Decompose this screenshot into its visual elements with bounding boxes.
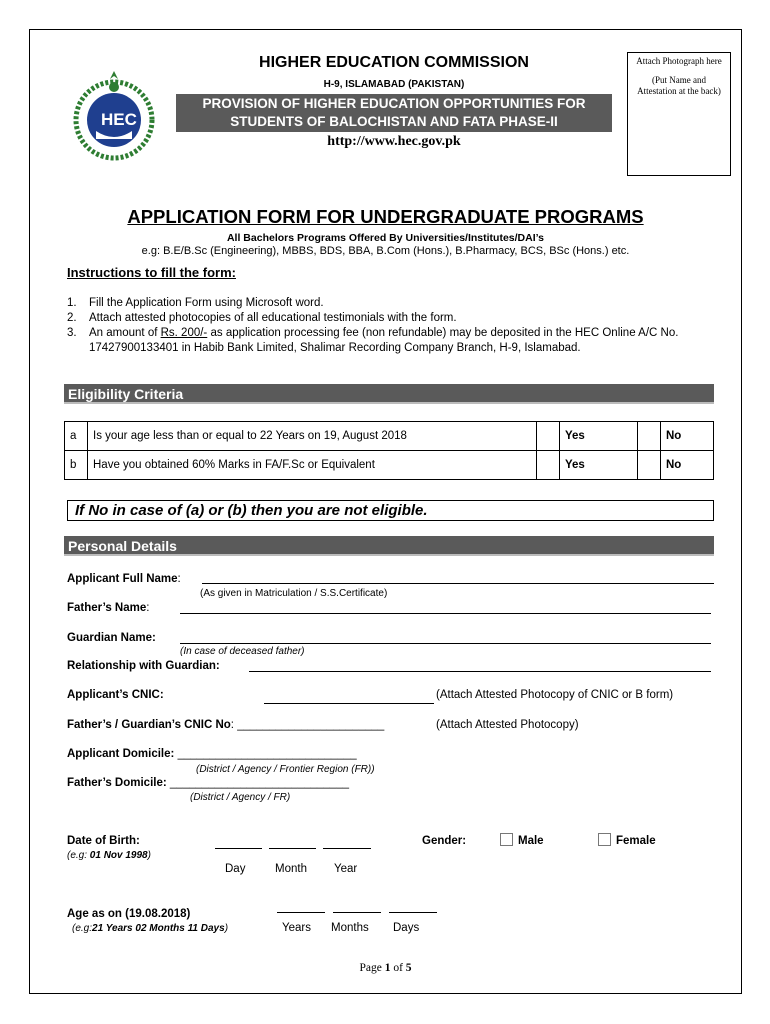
photo-instruction: Attach Photograph here — [636, 56, 722, 66]
instruction-number: 3. — [67, 327, 77, 339]
yes-checkbox[interactable] — [537, 422, 560, 451]
org-title: HIGHER EDUCATION COMMISSION — [259, 54, 529, 71]
table-row — [65, 422, 714, 451]
father-domicile-field[interactable]: ____________________________ — [169, 777, 349, 789]
no-label: No — [661, 451, 714, 480]
male-checkbox[interactable] — [500, 833, 513, 846]
father-name-field[interactable] — [180, 613, 711, 614]
form-title: APPLICATION FORM FOR UNDERGRADUATE PROGRAMS — [127, 206, 644, 227]
eligibility-table — [64, 421, 714, 480]
yes-label: Yes — [560, 422, 638, 451]
eligibility-warning: If No in case of (a) or (b) then you are not eligible. — [67, 500, 714, 521]
dob-example: (e.g: 01 Nov 1998) — [67, 850, 151, 861]
cnic-note: (Attach Attested Photocopy of CNIC or B form) — [436, 689, 674, 701]
no-checkbox[interactable] — [638, 451, 661, 480]
svg-text:HEC: HEC — [101, 110, 137, 129]
dob-day-label: Day — [225, 863, 246, 875]
eligibility-question: Have you obtained 60% Marks in FA/F.Sc or Equivalent — [88, 451, 537, 480]
female-checkbox[interactable] — [598, 833, 611, 846]
instruction-text: An amount of Rs. 200/- as application processing fee (non refundable) may be deposited in the HEC Online A/C No. 17427900133401 in Habib Bank Limited, Shalimar Recording Company Branch, H-9, Islamabad. — [89, 327, 679, 354]
yes-label: Yes — [560, 451, 638, 480]
program-examples: e.g: B.E/B.Sc (Engineering), MBBS, BDS, BBA, B.Com (Hons.), B.Pharmacy, BCS, BSc (Hons.) etc. — [141, 245, 630, 257]
full-name-label: Applicant Full Name: — [67, 573, 181, 585]
domicile-label: Applicant Domicile: ____________________________ — [67, 748, 357, 760]
domicile-field[interactable]: ____________________________ — [177, 748, 357, 760]
age-days-label: Days — [393, 922, 420, 934]
age-months-label: Months — [331, 922, 369, 934]
instruction-item — [67, 311, 717, 326]
instruction-item — [67, 296, 717, 311]
instructions-list — [67, 296, 717, 356]
fee-amount: Rs. 200/- — [160, 327, 208, 339]
male-label: Male — [518, 835, 544, 847]
dob-month-field[interactable] — [269, 848, 316, 849]
full-name-note: (As given in Matriculation / S.S.Certificate) — [200, 588, 388, 599]
relationship-field[interactable] — [249, 671, 711, 672]
age-label: Age as on (19.08.2018) — [67, 908, 191, 920]
instruction-text: Attach attested photocopies of all educational testimonials with the form. — [89, 312, 457, 324]
website-url[interactable]: http://www.hec.gov.pk — [327, 134, 461, 149]
father-cnic-field[interactable]: _______________________ — [237, 719, 385, 731]
hec-logo — [66, 65, 162, 165]
full-name-field[interactable] — [202, 583, 714, 584]
relationship-label: Relationship with Guardian: — [67, 660, 220, 672]
age-days-field[interactable] — [389, 912, 437, 913]
age-example: (e.g:21 Years 02 Months 11 Days) — [72, 923, 229, 934]
age-months-field[interactable] — [333, 912, 381, 913]
page-number: Page 1 of 5 — [359, 962, 412, 974]
instruction-number: 1. — [67, 297, 77, 309]
no-label: No — [661, 422, 714, 451]
cnic-field[interactable] — [264, 703, 434, 704]
father-cnic-note: (Attach Attested Photocopy) — [436, 719, 579, 731]
form-subtitle: All Bachelors Programs Offered By Universities/Institutes/DAI’s — [226, 232, 545, 244]
instruction-text: Fill the Application Form using Microsoft word. — [89, 297, 324, 309]
yes-checkbox[interactable] — [537, 451, 560, 480]
guardian-name-field[interactable] — [180, 643, 711, 644]
father-domicile-label: Father’s Domicile: ____________________________ — [67, 777, 349, 789]
age-years-label: Years — [282, 922, 311, 934]
row-letter: b — [65, 451, 88, 480]
age-years-field[interactable] — [277, 912, 325, 913]
row-letter: a — [65, 422, 88, 451]
instruction-number: 2. — [67, 312, 77, 324]
no-checkbox[interactable] — [638, 422, 661, 451]
eligibility-heading: Eligibility Criteria — [64, 384, 714, 404]
instructions-heading: Instructions to fill the form: — [67, 265, 236, 280]
guardian-note: (In case of deceased father) — [180, 646, 305, 657]
father-cnic-label: Father’s / Guardian’s CNIC No: _______________________ — [67, 719, 385, 731]
photo-note: (Put Name and Attestation at the back) — [637, 75, 721, 96]
domicile-note: (District / Agency / Frontier Region (FR)) — [196, 764, 375, 775]
program-banner — [176, 94, 612, 132]
female-label: Female — [616, 835, 656, 847]
dob-label: Date of Birth: — [67, 835, 140, 847]
dob-month-label: Month — [275, 863, 307, 875]
banner-line-2: STUDENTS OF BALOCHISTAN AND FATA PHASE-II — [230, 114, 558, 129]
banner-line-1: PROVISION OF HIGHER EDUCATION OPPORTUNITIES FOR — [202, 96, 586, 111]
instruction-item — [67, 326, 717, 356]
father-name-label: Father’s Name: — [67, 602, 150, 614]
dob-day-field[interactable] — [215, 848, 262, 849]
cnic-label: Applicant’s CNIC: — [67, 689, 164, 701]
eligibility-question: Is your age less than or equal to 22 Years on 19, August 2018 — [88, 422, 537, 451]
dob-year-label: Year — [334, 863, 358, 875]
table-row — [65, 451, 714, 480]
gender-label: Gender: — [422, 835, 467, 847]
personal-details-heading: Personal Details — [64, 536, 714, 556]
guardian-name-label: Guardian Name: — [67, 632, 156, 644]
dob-year-field[interactable] — [323, 848, 371, 849]
father-domicile-note: (District / Agency / FR) — [190, 792, 291, 803]
photo-box[interactable] — [627, 52, 731, 176]
org-address: H-9, ISLAMABAD (PAKISTAN) — [323, 79, 465, 90]
